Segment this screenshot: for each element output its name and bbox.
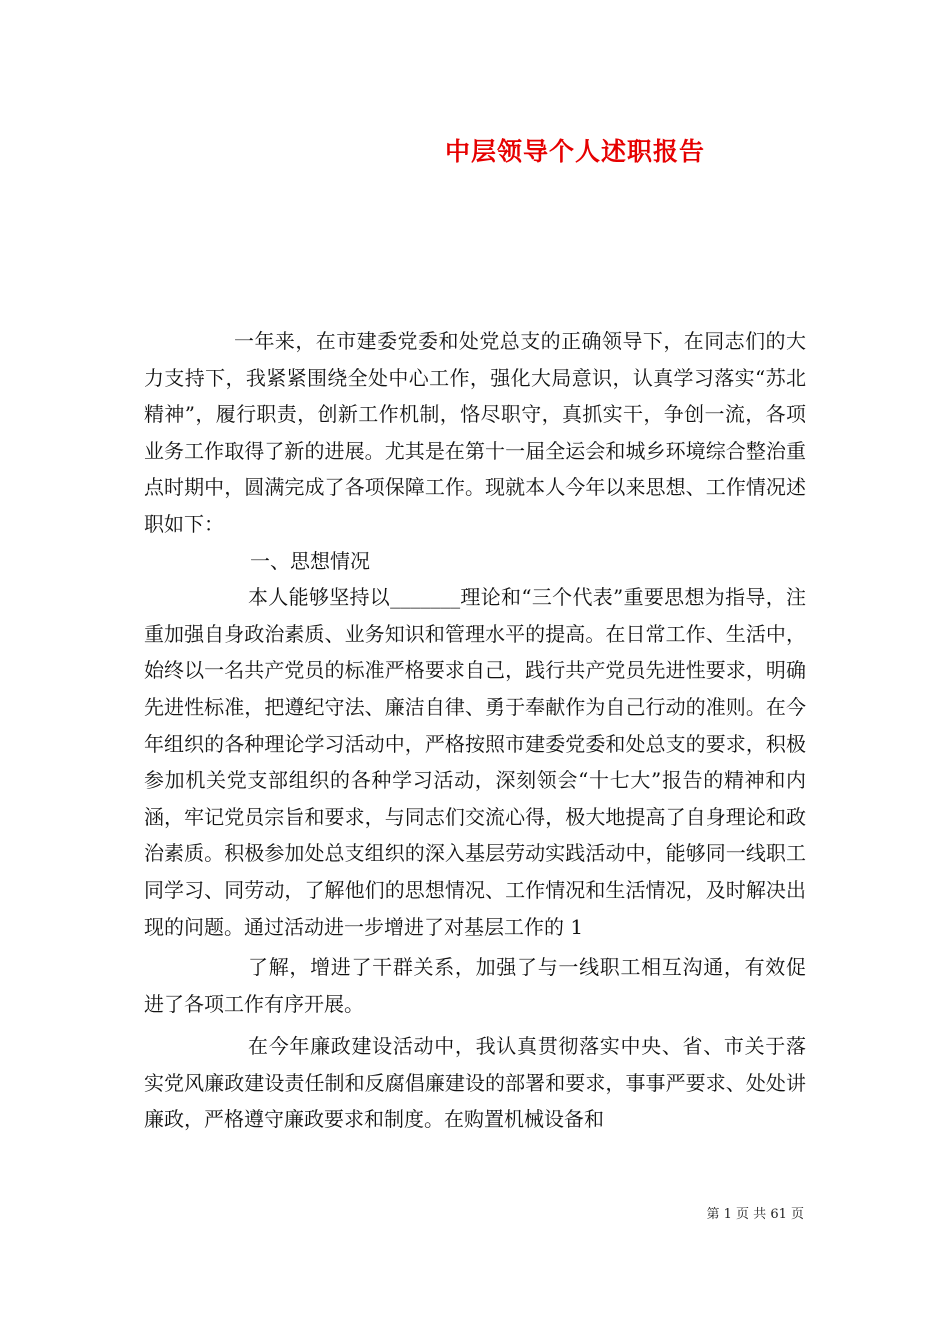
paragraph-integrity: 在今年廉政建设活动中，我认真贯彻落实中央、省、市关于落实党风廉政建设责任制和反腐倡廉建设的部署和要求，事事严要求、处处讲廉政，严格遵守廉政要求和制度。在购置机械设备和 (144, 1034, 806, 1132)
paragraph-continuation: 了解，增进了干群关系，加强了与一线职工相互沟通，有效促进了各项工作有序开展。 (144, 955, 806, 1016)
paragraph-intro: 一年来，在市建委党委和处党总支的正确领导下，在同志们的大力支持下，我紧紧围绕全处中心工作，强化大局意识，认真学习落实“苏北精神”，履行职责，创新工作机制，恪尽职守，真抓实干，争创一流，各项业务工作取得了新的进展。尤其是在第十一届全运会和城乡环境综合整治重点时期中，圆满完成了各项保障工作。现就本人今年以来思想、工作情况述职如下： (144, 329, 806, 536)
document-body (144, 323, 806, 1138)
document-title: 中层领导个人述职报告 (444, 137, 705, 166)
section-heading-thought: 一、思想情况 (250, 548, 370, 573)
page-number-footer: 第 1 页 共 61 页 (706, 1207, 804, 1222)
paragraph-thought: 本人能够坚持以_______理论和“三个代表”重要思想为指导，注重加强自身政治素质、业务知识和管理水平的提高。在日常工作、生活中，始终以一名共产党员的标准严格要求自己，践行共产党员先进性要求，明确先进性标准，把遵纪守法、廉洁自律、勇于奉献作为自己行动的准则。在今年组织的各种理论学习活动中，严格按照市建委党委和处总支的要求，积极参加机关党支部组织的各种学习活动，深刻领会“十七大”报告的精神和内涵，牢记党员宗旨和要求，与同志们交流心得，极大地提高了自身理论和政治素质。积极参加处总支组织的深入基层劳动实践活动中，能够同一线职工同学习、同劳动，了解他们的思想情况、工作情况和生活情况，及时解决出现的问题。通过活动进一步增进了对基层工作的 1 (144, 585, 806, 939)
